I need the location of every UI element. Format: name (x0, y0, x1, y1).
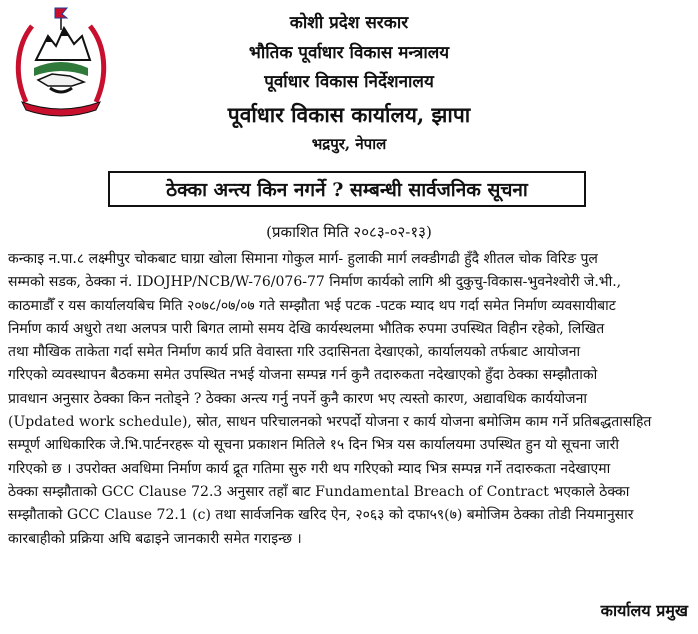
body-line: सम्पूर्ण आधिकारिक जे.भि.पार्टनरहरू यो सूचना प्रकाशन मितिले १५ दिन भित्र यस कार्यालयमा उपस्थित हुन यो सूचना जारी (8, 437, 619, 454)
body-line: प्रावधान अनुसार ठेक्का किन नतोड्ने ? ठेक्का अन्त्य गर्नु नपर्ने कुनै कारण भए त्यस्तो कारण, अद्यावधिक कार्ययोजना (8, 390, 587, 407)
office-heading: पूर्वाधार विकास कार्यालय, झापा (227, 102, 471, 127)
published-date: (प्रकाशित मिति २०८३-०२-१३) (266, 223, 432, 241)
body-line: गरिएको छ । उपरोक्त अवधिमा निर्माण कार्य द्रूत गतिमा सुरु गरी थप गरिएको म्याद भित्र सम्पन्न गर्ने तदारुकता नदेखाएमा (8, 460, 611, 477)
body-line: गरिएको व्यवस्थापन बैठकमा समेत उपस्थित नभई योजना सम्पन्न गर्न कुनै तदारुकता नदेखाएको हुँदा ठेक्का सम्झौताको (8, 367, 598, 384)
notice-title: ठेक्का अन्त्य किन नगर्ने ? सम्बन्धी सार्वजनिक सूचना (166, 179, 528, 201)
notice-body (8, 248, 690, 551)
body-line: सम्मको सडक, ठेक्का नं. IDOJHP/NCB/W-76/076-77 निर्माण कार्यको लागि श्री दुकुचु-विकास-भुवनेश्वोरी जे.भी., (8, 274, 622, 291)
body-line: ठेक्का सम्झौताको GCC Clause 72.3 अनुसार तहाँ बाट Fundamental Breach of Contract भएकाले ठेक्का (8, 483, 630, 500)
ministry-heading: भौतिक पूर्वाधार विकास मन्त्रालय (248, 43, 450, 63)
notice-title-box (108, 171, 586, 207)
province-government-heading: कोशी प्रदेश सरकार (289, 13, 409, 33)
directorate-heading: पूर्वाधार विकास निर्देशनालय (264, 72, 434, 92)
body-line: सम्झौताको GCC Clause 72.1 (c) तथा सार्वजनिक खरिद ऐन, २०६३ को दफा५९(७) बमोजिम ठेक्का तोडी नियमानुसार (8, 507, 634, 524)
body-line: कारबाहीको प्रक्रिया अघि बढाइने जानकारी समेत गराइन्छ । (8, 530, 302, 547)
office-location: भद्रपुर, नेपाल (311, 135, 387, 153)
body-line: काठमाडौँ र यस कार्यालयबिच मिति २०७८/०७/०७ गते सम्झौता भई पटक -पटक म्याद थप गर्दा समेत निर्माण व्यवसायीबाट (8, 297, 616, 314)
body-line: कन्काइ न.पा.८ लक्ष्मीपुर चोकबाट घाग्रा खोला सिमाना गोकुल मार्ग- हुलाकी मार्ग लक्डीगढी हुँदै शीतल चोक विरिङ पुल (8, 251, 598, 267)
body-line: निर्माण कार्य अधुरो तथा अलपत्र पारी बिगत लामो समय देखि कार्यस्थलमा भौतिक रुपमा उपस्थित विहीन रहेको, लिखित (8, 320, 605, 337)
signature-office-chief: कार्यालय प्रमुख (600, 601, 688, 620)
body-line: तथा मौखिक ताकेता गर्दा समेत निर्माण कार्य प्रति वेवास्ता गरि उदासिनता देखाएको, कार्यालयको तर्फबाट आयोजना (8, 344, 581, 361)
body-line: (Updated work schedule), स्रोत, साधन परिचालनको भरपर्दो योजना र कार्य योजना बमोजिम काम गर्ने प्रतिबद्धतासहित (8, 414, 652, 431)
